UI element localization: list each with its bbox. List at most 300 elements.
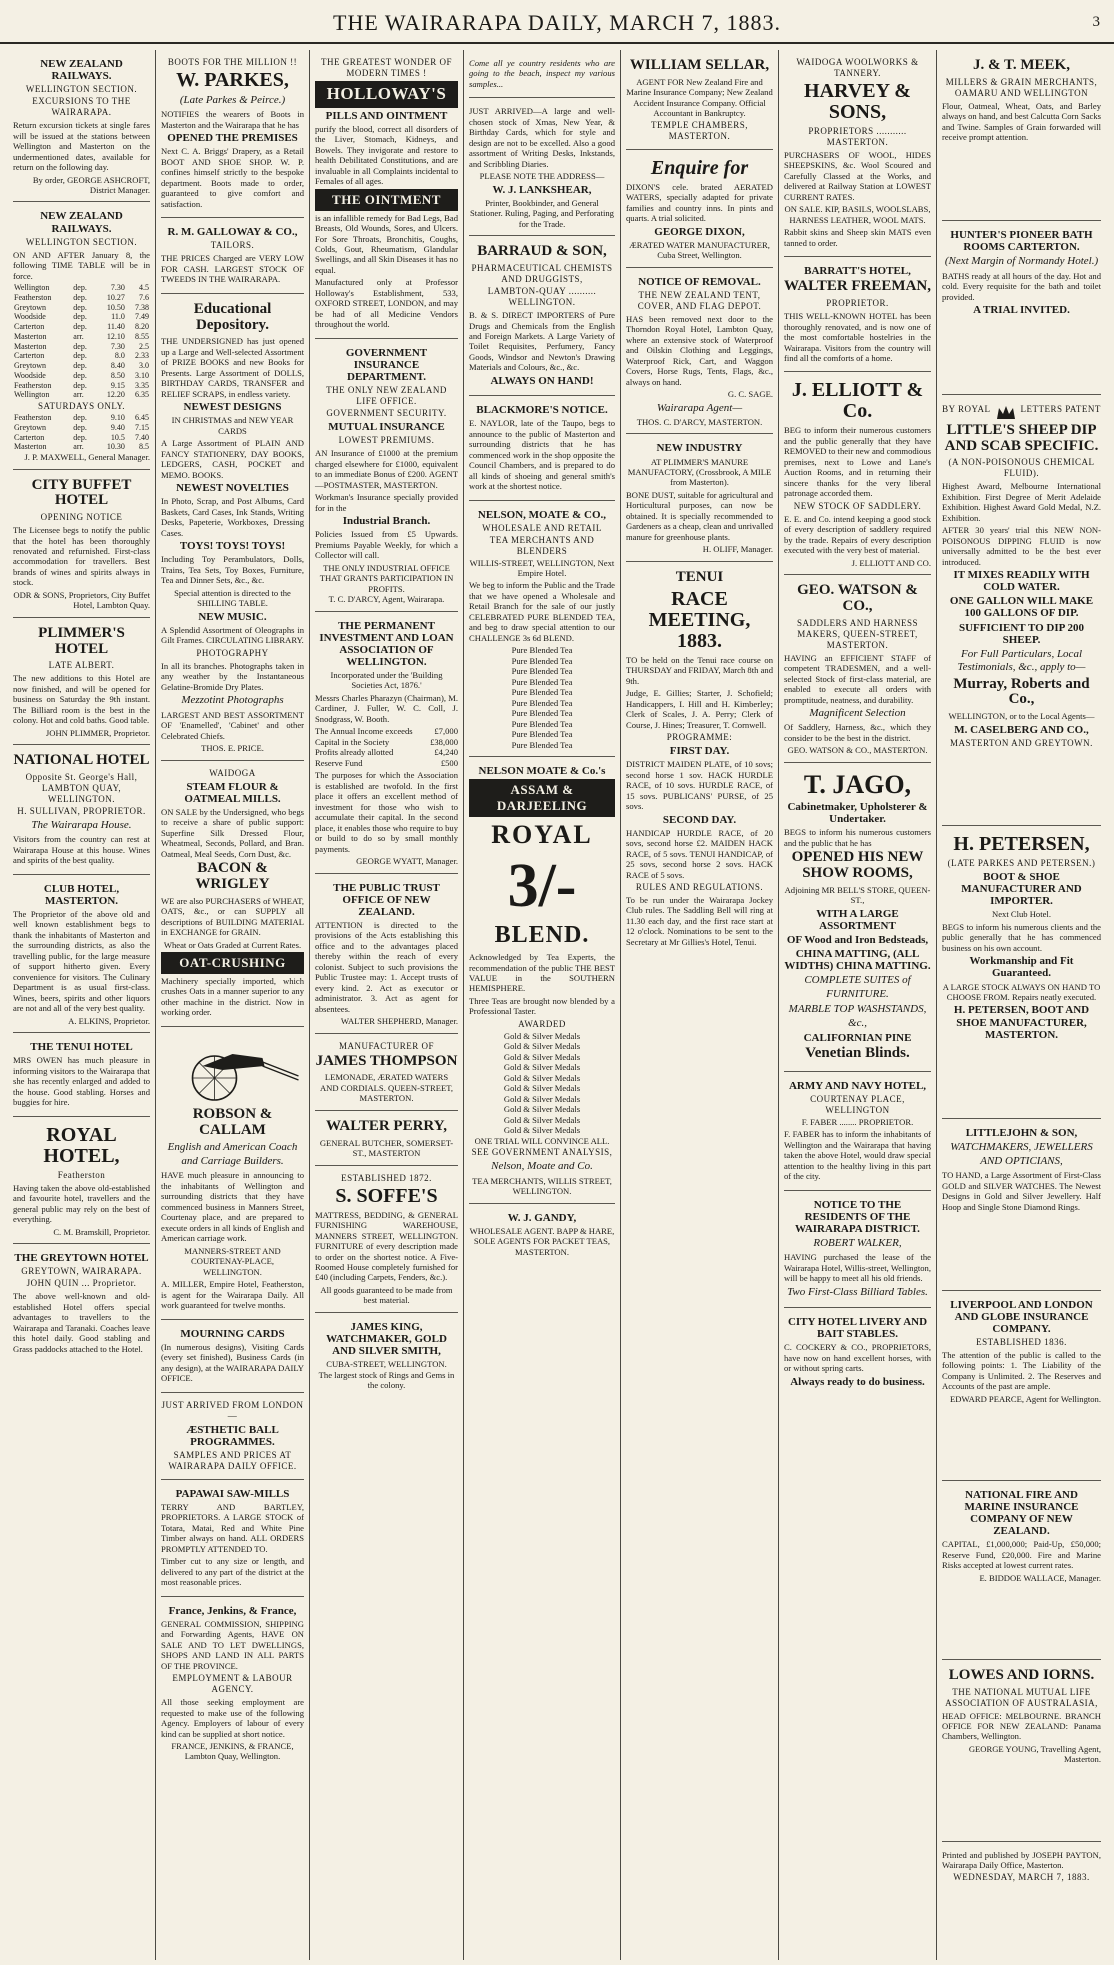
ad-title: NOTICE OF REMOVAL.: [638, 275, 761, 288]
ad-littles-sheep-dip: [942, 395, 1101, 826]
ad-subtitle: English and American Coach and Carriage Builders.: [167, 1141, 298, 1167]
ad-title: LIVERPOOL AND LONDON AND GLOBE INSURANCE COMPANY.: [950, 1298, 1093, 1335]
timetable-row: [13, 361, 150, 371]
ad-subtitle: LOWEST PREMIUMS.: [338, 435, 435, 446]
ad-signature: ODR & SONS, Proprietors, City Buffet Hotel, Lambton Quay.: [13, 589, 150, 611]
ad-body: E. E. and Co. intend keeping a good stock of every description of saddlery required by the trade. Repairs of every description executed with the very best of material.: [784, 513, 931, 556]
column-6: [779, 50, 937, 1960]
column-2: [156, 50, 310, 1960]
ad-body: HAVE much pleasure in announcing to the inhabitants of Wellington and surrounding districts that they have commenced business in Manners Street, Courtenay place, and are prepared to execute orders in all kinds of English and American carriage work.: [161, 1170, 304, 1244]
carriage-illustration: [161, 1036, 304, 1104]
ad-lankshear: [469, 98, 615, 236]
timetable-cell: 3.10: [135, 370, 149, 380]
figure-row: [315, 747, 458, 757]
crown-icon: [995, 403, 1017, 421]
ad-body: TO be held on the Tenui race course on THURSDAY and FRIDAY, March 8th and 9th.: [626, 654, 773, 686]
timetable-row: [13, 433, 150, 443]
ad-hunters-baths: [942, 221, 1101, 395]
ad-body: The new additions to this Hotel are now finished, and will be opened for business on Saturday the 9th instant. The Billiard room is the best in the colony. Hot and cold baths. Good table.: [13, 673, 150, 726]
ad-liverpool-insurance: [942, 1291, 1101, 1481]
ad-subtitle: Printer, Bookbinder, and General Stationer. Ruling, Paging, and Perforating for the Trade.: [470, 197, 614, 229]
ad-title: W. J. LANKSHEAR,: [492, 183, 592, 196]
timetable-cell: 2.33: [135, 351, 149, 361]
timetable-cell: Masterton: [14, 442, 47, 452]
ad-body: GENERAL COMMISSION, SHIPPING and Forwarding Agents, HAVE ON SALE AND TO LET DWELLINGS, SHOPS AND LAND IN ALL PARTS OF THE PROVINCE.: [161, 1618, 304, 1671]
timetable-cell: Wellington: [14, 283, 50, 293]
ad-harvey-sons: [784, 50, 931, 257]
figure-row: [315, 758, 458, 768]
timetable-cell: dep.: [73, 312, 87, 322]
ad-tenui-hotel: [13, 1033, 150, 1117]
ad-body: ON SALE by the Undersigned, who begs to receive a share of public support: Superfine Silk Dressed Flour, Wheatmeal, Seconds, Pollard, and Bran. Oatmeal, Meal Seeds, Corn Dust, &c.: [161, 806, 304, 859]
figures-list: [315, 726, 458, 768]
ad-national-hotel: [13, 745, 150, 874]
timetable-cell: 12.20: [106, 390, 125, 400]
ad-title: W. J. GANDY,: [507, 1211, 577, 1224]
ad-signature: J. ELLIOTT AND CO.: [851, 557, 931, 568]
timetable-row: [13, 332, 150, 342]
ad-body: Highest Award, Melbourne International Exhibition. First Degree of Merit Adelaide Exhibition. Highest Award Gold Medal, N.Z. Exhibition.: [942, 481, 1101, 523]
ad-subtitle: THE ONLY NEW ZEALAND LIFE OFFICE.: [326, 385, 447, 407]
ad-body: THIS WELL-KNOWN HOTEL has been thoroughly renovated, and is now one of the most comfortable hostelries in the Wairarapa. Visitors from the country will find all the comforts of a home.: [784, 311, 931, 363]
ad-highlight: NEWEST NOVELTIES: [176, 482, 289, 495]
ad-club-hotel: [13, 875, 150, 1034]
ad-body: TO HAND, a Large Assortment of First-Class GOLD and SILVER WATCHES. The Newest Designs in Gold and Silver Jewellery. Half Hoop and Single Stone Diamond Rings.: [942, 1170, 1101, 1212]
figure-row: [315, 737, 458, 747]
ad-highlight: IT MIXES READILY WITH COLD WATER.: [953, 569, 1090, 594]
figure-label: Reserve Fund: [315, 757, 363, 768]
ad-body: THE PRICES Charged are VERY LOW FOR CASH. LARGEST STOCK OF TWEEDS IN THE WAIRARAPA.: [161, 253, 304, 285]
ad-city-livery: [784, 1308, 931, 1396]
ad-highlight: NEWEST DESIGNS: [183, 401, 282, 414]
timetable-cell: 9.15: [110, 380, 125, 390]
timetable-row: [13, 381, 150, 391]
timetable-cell: Greytown: [14, 361, 46, 371]
ad-title: LITTLEJOHN & SON,: [965, 1127, 1078, 1140]
ad-body: A LARGE STOCK ALWAYS ON HAND TO CHOOSE FROM. Repairs neatly executed.: [942, 981, 1101, 1002]
ad-title: CITY HOTEL LIVERY AND BAIT STABLES.: [787, 1316, 928, 1341]
ad-subtitle: WHOLESALE AND RETAIL: [482, 522, 602, 533]
ad-body: B. & S. DIRECT IMPORTERS of Pure Drugs and Chemicals from the English and Foreign Markets. A Large Variety of Toilet Requisites, Perfumery, Fancy Goods, Windsor and Newton's Drawing Materials and Colours, &c., &c.: [469, 310, 615, 373]
ad-robson-callam: [161, 1027, 304, 1320]
ad-body: BEGS to inform his numerous clients and the public generally that he has commenced business on his own account.: [942, 921, 1101, 953]
ad-body: All those seeking employment are requested to make use of the following Agency. Employers of labour of every kind can be supplied at short notice.: [161, 1697, 304, 1739]
ad-body: WHOLESALE AGENT. BAPP & HARE, SOLE AGENTS FOR PACKET TEAS, MASTERTON.: [469, 1225, 615, 1257]
ad-meek: [942, 50, 1101, 221]
timetable-cell: dep.: [73, 370, 87, 380]
tea-item: Pure Blended Tea: [511, 645, 573, 656]
figure-value: £7,000: [434, 726, 458, 737]
ad-title: LITTLE'S SHEEP DIP AND SCAB SPECIFIC.: [944, 421, 1099, 454]
ad-body: BEG to inform their numerous customers and the public generally that they have REMOVED to their new and commodious premises, next to Lowe and Lane's Auction Rooms, and in returning their sincere thanks for the very liberal patronage accorded them.: [784, 425, 931, 499]
ad-royal-blend: [469, 757, 615, 1203]
ad-body: ON SALE. KIP, BASILS, WOOLSLABS, HARNESS LEATHER, WOOL MATS.: [784, 204, 931, 225]
column-4: [464, 50, 621, 1960]
ad-subtitle: WILLIS-STREET, WELLINGTON, Next Empire Hotel.: [469, 557, 615, 578]
ad-body: HAS been removed next door to the Thorndon Royal Hotel, Lambton Quay, where an extensive stock of Waterproof and Oilskin Clothing and Leggings, Waterproof Rick, Cart, and Waggon Covers, Horse Rugs, Tents, Flags, &c., always on hand.: [626, 313, 773, 387]
ad-agent: M. CASELBERG AND CO.,: [954, 723, 1089, 736]
ad-body: The Licensee begs to notify the public that the hotel has been thoroughly renovated and refurnished. First-class accommodation for travellers. Best brands of wines and spirits always in stock.: [13, 525, 150, 588]
ad-body: We beg to inform the Public and the Trade that we have opened a Wholesale and Retail Branch for the sale of our justly CELEBRATED PURE BLENDED TEA, and beg to draw special attention to our CHALLENGE 3s 6d BLEND.: [469, 580, 615, 643]
ad-signature: E. BIDDOE WALLACE, Manager.: [979, 1572, 1101, 1583]
ad-walter-perry: [315, 1111, 458, 1166]
timetable-cell: 7.30: [110, 341, 125, 351]
ad-highlight: OF Wood and Iron Bedsteads,: [786, 934, 929, 947]
ad-subtitle: WELLINGTON SECTION.: [25, 84, 138, 95]
ad-geo-watson: [784, 575, 931, 763]
ad-soffe: [315, 1166, 458, 1313]
ad-subtitle: OPENING NOTICE: [40, 512, 123, 523]
ad-body: The purposes for which the Association is established are twofold. In the first place it offers an excellent method of investment for those who wish to accumulate their capital. In the second place, it enables those who require to buy or build to do so by small monthly payments.: [315, 770, 458, 854]
ad-body: To be run under the Wairarapa Jockey Club rules. The Saddling Bell will ring at 11.30 each day, and the first race start at 12 o'clock. Nominations to be sent to the Secretary at Mr Gillies's Hotel, Tenui.: [626, 894, 773, 947]
ad-title: CITY BUFFET HOTEL: [31, 476, 132, 509]
ad-title: NEW INDUSTRY: [656, 442, 743, 455]
ad-barraud-son: [469, 236, 615, 396]
ad-subtitle: LAMBTON-QUAY .......... WELLINGTON.: [487, 286, 597, 308]
figure-value: £38,000: [430, 736, 458, 747]
ad-title: PLIMMER'S HOTEL: [38, 624, 125, 657]
ad-body: Come all ye country residents who are going to the beach, inspect my various samples...: [469, 58, 615, 89]
figure-value: £4,240: [434, 747, 458, 758]
ad-body: BONE DUST, suitable for agricultural and Horticultural purposes, can now be obtained. It is specially recommended to Gardeners as a cheap, clean and unrivalled manure for greenhouse plants.: [626, 489, 773, 542]
timetable-cell: dep.: [73, 341, 87, 351]
blend-headline: BLEND.: [494, 921, 590, 948]
tea-item: Pure Blended Tea: [511, 687, 573, 698]
ad-title: ARMY AND NAVY HOTEL,: [788, 1079, 927, 1092]
ad-nelson-moate: [469, 501, 615, 758]
ad-title: THE PUBLIC TRUST OFFICE OF NEW ZEALAND.: [333, 881, 440, 918]
ad-note: Manufactured only at Professor Holloway's Establishment, 533, OXFORD STREET, LONDON, and may be had of all Medicine Vendors throughout the world.: [315, 277, 458, 330]
ad-subtitle: PHARMACEUTICAL CHEMISTS AND DRUGGISTS,: [471, 263, 613, 285]
timetable-cell: 9.10: [110, 413, 125, 423]
ad-banner: OAT-CRUSHING: [161, 952, 304, 974]
medal-list: [469, 1031, 615, 1136]
newspaper-title: THE WAIRARAPA DAILY, MARCH 7, 1883.: [333, 10, 781, 35]
ad-title: NELSON MOATE & Co.'s: [478, 765, 606, 778]
timetable-cell: 7.49: [135, 312, 149, 322]
timetable-cell: Featherston: [14, 292, 52, 302]
ad-subtitle: WELLINGTON, or to the Local Agents—: [948, 711, 1095, 722]
ad-kicker: ESTABLISHED 1872.: [341, 1172, 432, 1183]
ad-highlight: TOYS! TOYS! TOYS!: [179, 540, 286, 553]
ad-body: The attention of the public is called to the following points: 1. The Liability of the Company is Unlimited. 2. The Reserves and Accounts of the past are ample.: [942, 1349, 1101, 1392]
ad-body: Timber cut to any size or length, and delivered to any part of the district at the most reasonable prices.: [161, 1556, 304, 1588]
timetable-cell: Masterton: [14, 331, 47, 341]
ad-body: Three Teas are brought now blended by a Professional Taster.: [469, 995, 615, 1017]
ad-body: JUST ARRIVED—A large and well-chosen stock of Xmas, New Year, & Birthday Cards, which for style and design are not to be excelled. Also a good assortment of Writing Desks, Inkstands, and Scribbling Diaries.: [469, 106, 615, 169]
ad-kicker: JUST ARRIVED FROM LONDON—: [161, 1399, 304, 1421]
ad-littlejohn: [942, 1119, 1101, 1290]
ad-banner: HOLLOWAY'S: [315, 81, 458, 108]
ad-body: Workman's Insurance specially provided for in the: [315, 492, 458, 513]
ad-tenui-races: [626, 562, 773, 956]
ad-subtitle: PHOTOGRAPHY: [196, 647, 269, 658]
ad-title: HUNTER'S PIONEER BATH ROOMS CARTERTON.: [950, 229, 1093, 254]
timetable-cell: dep.: [73, 432, 87, 442]
ad-subtitle: TEA MERCHANTS, WILLIS STREET, WELLINGTON.: [472, 1175, 612, 1197]
ad-body: HAVING purchased the lease of the Wairarapa Hotel, Willis-street, Wellington, will be happy to meet all his old friends.: [784, 1252, 931, 1284]
timetable-cell: dep.: [73, 322, 87, 332]
ad-signature: H. PETERSEN, BOOT AND SHOE MANUFACTURER, MASTERTON.: [953, 1004, 1090, 1041]
ad-signature: JOHN PLIMMER, Proprietor.: [45, 727, 150, 738]
ad-subtitle: Opposite St. George's Hall, LAMBTON QUAY, WELLINGTON.: [25, 772, 138, 804]
ad-signature: A. ELKINS, Proprietor.: [68, 1015, 150, 1026]
timetable-cell: 8.50: [110, 370, 125, 380]
ad-title: JAMES THOMPSON: [315, 1052, 458, 1069]
ad-body: WE are also PURCHASERS of WHEAT, OATS, &c., or can SUPPLY all descriptions of BUILDING MATERIAL in EXCHANGE for GRAIN.: [161, 895, 304, 938]
ad-kicker: BOOTS FOR THE MILLION !!: [167, 57, 298, 67]
ad-holloways: [315, 50, 458, 339]
timetable-cell: Carterton: [14, 322, 45, 332]
ad-body: ATTENTION is directed to the provisions of the Acts establishing this office and to the advantages placed thereby within the reach of every colonist. Subject to such provisions the Public Trustee may: 1. Accept trusts of every kind. 2. Act as executor or administrator. 3. Act as agent for absentees.: [315, 919, 458, 1014]
ad-subtitle: PILLS AND OINTMENT: [325, 109, 448, 122]
ad-public-trust: [315, 874, 458, 1034]
tea-item: Pure Blended Tea: [511, 655, 573, 666]
ad-body: F. FABER has to inform the inhabitants of Wellington and the Wairarapa that having taken the above Hotel, would draw special attention to the healthy living in this part of the city.: [784, 1129, 931, 1182]
ad-note: Wheat or Oats Graded at Current Rates.: [163, 939, 302, 950]
ad-note: Special attention is directed to the SHILLING TABLE.: [174, 587, 291, 609]
ad-title: R. M. GALLOWAY & CO.,: [167, 226, 298, 239]
ad-body: CAPITAL, £1,000,000; Paid-Up, £50,000; Reserve Fund, £20,000. Fire and Marine Risks accepted at lowest current rates.: [942, 1539, 1101, 1571]
ad-highlight: Wairarapa Agent—: [656, 401, 743, 414]
ad-ball-programmes: [161, 1393, 304, 1480]
ad-signature: WALTER SHEPHERD, Manager.: [340, 1016, 458, 1027]
timetable-cell: dep.: [73, 422, 87, 432]
ad-galloway-tailors: [161, 218, 304, 294]
ad-highlight: Magnificent Selection: [809, 707, 906, 720]
ad-subtitle: MILLERS & GRAIN MERCHANTS, OAMARU AND WELLINGTON: [945, 76, 1098, 98]
timetable-cell: Carterton: [14, 351, 45, 361]
timetable-cell: Greytown: [14, 302, 46, 312]
ad-body: Of Saddlery, Harness, &c., which they consider to be the best in the district.: [784, 722, 931, 743]
ad-title: France, Jenkins, & France,: [168, 1604, 297, 1617]
timetable-cell: dep.: [73, 302, 87, 312]
tea-item: Pure Blended Tea: [511, 676, 573, 687]
timetable-cell: 7.30: [110, 283, 125, 293]
timetable-row: [13, 442, 150, 452]
ad-highlight: Venetian Blinds.: [805, 1045, 910, 1062]
ad-title: ROBSON & CALLAM: [192, 1105, 273, 1138]
ad-notice-of-removal: [626, 268, 773, 435]
ad-body: A. MILLER, Empire Hotel, Featherston, is agent for the Wairarapa Daily. All work guaranteed for twelve months.: [161, 1279, 304, 1311]
ad-subtitle: GENERAL BUTCHER, SOMERSET-ST., MASTERTON: [319, 1137, 454, 1159]
ad-royal-hotel: [13, 1117, 150, 1244]
ad-title: J. ELLIOTT & Co.: [791, 379, 924, 423]
medal-item: Gold & Silver Medals: [503, 1093, 581, 1104]
tea-item: Pure Blended Tea: [511, 666, 573, 677]
ad-subtitle: (Next Margin of Normandy Hotel.): [944, 255, 1099, 268]
ad-title: NEW ZEALAND RAILWAYS.: [40, 210, 123, 235]
price-headline: 3/-: [507, 851, 577, 920]
timetable-cell: 7.40: [135, 432, 149, 442]
ad-title: THE TENUI HOTEL: [30, 1041, 133, 1054]
ad-body: In all its branches. Photographs taken in any weather by the Instantaneous Gelatine-Bromide Dry Plates.: [161, 660, 304, 692]
timetable-cell: 4.5: [139, 283, 149, 293]
ad-subtitle: RULES AND REGULATIONS.: [635, 882, 764, 893]
ad-title: BARRAUD & SON,: [477, 243, 607, 260]
medal-item: Gold & Silver Medals: [503, 1125, 581, 1136]
ad-highlight: CHINA MATTING, (ALL WIDTHS) CHINA MATTING.: [784, 948, 931, 973]
timetable-cell: 9.40: [110, 422, 125, 432]
ad-body: The above well-known and old-established Hotel offers special advantages to travellers to the Wairarapa and Taranaki. Coaches leave this hotel daily. Good stabling and Grass paddocks attached to the Hotel.: [13, 1291, 150, 1354]
ad-subtitle: NEW STOCK OF SADDLERY.: [793, 500, 922, 511]
timetable-cell: 10.50: [106, 302, 125, 312]
timetable-row: [13, 413, 150, 423]
ad-title: RACE MEETING, 1883.: [648, 587, 751, 652]
medal-item: Gold & Silver Medals: [503, 1041, 581, 1052]
column-1: [8, 50, 156, 1960]
ad-subtitle: TEMPLE CHAMBERS, MASTERTON.: [650, 119, 748, 141]
ad-subtitle: EMPLOYMENT & LABOUR AGENCY.: [172, 1673, 293, 1695]
ad-papawai-sawmills: [161, 1480, 304, 1597]
imprint-date: WEDNESDAY, MARCH 7, 1883.: [953, 1872, 1090, 1883]
ad-body: Flour, Oatmeal, Wheat, Oats, and Barley always on hand, and best Calcutta Corn Sacks and Twine. Samples of Grain forwarded will receive prompt attention.: [942, 100, 1101, 143]
ad-subtitle: EXCURSIONS TO THE WAIRARAPA.: [32, 96, 131, 118]
ad-signature: C. M. Bramskill, Proprietor.: [53, 1226, 150, 1237]
timetable-cell: dep.: [73, 283, 87, 293]
ad-greytown-hotel: [13, 1244, 150, 1362]
timetable-cell: 11.0: [111, 312, 125, 322]
ad-note: ONE TRIAL WILL CONVINCE ALL.: [474, 1135, 610, 1146]
ad-title: NELSON, MOATE & CO.,: [477, 508, 607, 521]
ad-body: Visitors from the country can rest at Wairarapa House at this house. Wines and spirits of the best quality.: [13, 834, 150, 866]
ad-proprietor: JOHN QUIN ... Proprietor.: [26, 1278, 137, 1289]
columns: [8, 50, 1106, 1960]
ad-body: THE UNDERSIGNED has just opened up a Large and Well-selected Assortment of PRIZE BOOKS and new Books for Presents. Large Assortment of DOLLS, BIRTHDAY CARDS, TRANSFER and RELIEF SCRAPS, in endless variety.: [161, 336, 304, 399]
ad-highlight: OPENED THE PREMISES: [167, 132, 298, 145]
ad-petersen: [942, 826, 1101, 1119]
timetable-row: [13, 312, 150, 322]
ad-body: LEMONADE, ÆRATED WATERS AND CORDIALS. QUEEN-STREET, MASTERTON.: [319, 1072, 454, 1104]
ad-body: (In numerous designs), Visiting Cards (every set finished), Business Cards (in any design), at the WAIRARAPA DAILY OFFICE.: [161, 1341, 304, 1384]
ad-subtitle: THE NEW ZEALAND TENT, COVER, AND FLAG DEPOT.: [637, 289, 762, 311]
timetable-row: [13, 423, 150, 433]
timetable-cell: 6.45: [135, 413, 149, 423]
timetable-cell: 8.20: [135, 322, 149, 332]
ad-highlight: Always ready to do business.: [790, 1375, 925, 1388]
ad-subtitle: BOOT & SHOE MANUFACTURER AND IMPORTER.: [961, 871, 1082, 908]
patent-badge: LETTERS PATENT: [1020, 403, 1101, 414]
ad-title: S. SOFFE'S: [335, 1184, 438, 1207]
ad-title: GOVERNMENT INSURANCE DEPARTMENT.: [345, 346, 428, 384]
timetable-row: [13, 390, 150, 400]
ad-title: T. JAGO,: [803, 769, 912, 799]
ad-note: PLEASE NOTE THE ADDRESS—: [479, 171, 605, 182]
ad-title: NATIONAL HOTEL: [13, 752, 150, 769]
ad-title: PAPAWAI SAW-MILLS: [175, 1487, 290, 1500]
page-number: 3: [1092, 14, 1100, 30]
ad-title: TENUI: [675, 568, 724, 585]
timetable-cell: 7.15: [135, 422, 149, 432]
timetable-row: [13, 293, 150, 303]
figure-value: £500: [440, 757, 458, 768]
ad-title: The Wairarapa House.: [31, 818, 132, 831]
ad-body: In Photo, Scrap, and Post Albums, Card Baskets, Card Cases, Ink Stands, Writing Desks, Papeterie, Workboxes, Dressing Cases.: [161, 496, 304, 538]
timetable-cell: Masterton: [14, 341, 47, 351]
ad-title: W. PARKES,: [176, 68, 289, 91]
timetable-cell: dep.: [73, 361, 87, 371]
ad-william-sellar: [626, 50, 773, 150]
ad-highlight: Two First-Class Billiard Tables.: [787, 1285, 928, 1298]
ad-title: WILLIAM SELLAR,: [629, 57, 770, 73]
timetable-cell: dep.: [73, 413, 87, 423]
ad-subtitle: Next Club Hotel.: [992, 909, 1051, 920]
ad-waidoga-mills: [161, 761, 304, 1027]
ad-rail-excursions: [13, 50, 150, 202]
ad-body: HEAD OFFICE: MELBOURNE. BRANCH OFFICE FOR NEW ZEALAND: Panama Chambers, Wellington.: [942, 1710, 1101, 1742]
timetable-cell: 10.5: [110, 432, 125, 442]
ad-banner: ASSAM & DARJEELING: [469, 779, 615, 817]
timetable-cell: 6.35: [135, 390, 149, 400]
ad-verse: [469, 50, 615, 98]
ad-subtitle: Cabinetmaker, Upholsterer & Undertaker.: [787, 801, 928, 826]
ad-subtitle: PROGRAMME:: [666, 732, 733, 743]
timetable-cell: dep.: [73, 292, 87, 302]
ad-title: JAMES KING, WATCHMAKER, GOLD AND SILVER SMITH,: [326, 1320, 447, 1358]
ad-signature: Nelson, Moate and Co.: [491, 1160, 593, 1173]
ad-body: Return excursion tickets at single fares will be issued at the stations between Wellington and Masterton on the undermentioned dates, available for return on the following day.: [13, 120, 150, 173]
timetable-row: [13, 342, 150, 352]
tea-item: Pure Blended Tea: [511, 729, 573, 740]
ad-subtitle: SADDLERS AND HARNESS MAKERS, QUEEN-STREET, MASTERTON.: [796, 617, 919, 650]
column-3: [310, 50, 464, 1960]
ad-note: For Full Particulars, Local Testimonials, &c., apply to—: [957, 647, 1086, 674]
ad-body: The Proprietor of the above old and well known establishment begs to thank the inhabitants of Masterton and the surrounding districts, as also the travelling public, for the large measure of support hitherto given. Every convenience for visitors. The Culinary Department is as usual first-class. Wines, beers, spirits and other liquors are not and all of the very best quality.: [13, 908, 150, 1014]
ad-subtitle: Adjoining MR BELL'S STORE, QUEEN-ST.,: [784, 884, 931, 906]
ad-body: BEGS to inform his numerous customers and the public that he has: [784, 827, 931, 848]
ad-educational-depository: [161, 294, 304, 761]
ad-body: PURCHASERS OF WOOL, HIDES SHEEPSKINS, &c. Wool Scoured and Carefully Classed at the Works, and delivered at Railway Station at LOWEST CURRENT RATES.: [784, 149, 931, 202]
ad-title: MOURNING CARDS: [180, 1327, 285, 1340]
ad-highlight: COMPLETE SUITES of FURNITURE.: [804, 974, 911, 1000]
timetable-cell: Woodside: [14, 312, 46, 322]
ad-dixon-waters: [626, 150, 773, 268]
timetable-cell: 8.0: [114, 351, 125, 361]
ad-title: ROYAL HOTEL,: [43, 1123, 120, 1167]
ad-france-jenkins: [161, 1597, 304, 1768]
ad-title: THE GREYTOWN HOTEL: [14, 1252, 149, 1265]
ad-subtitle: THE NATIONAL MUTUAL LIFE ASSOCIATION OF AUSTRALASIA,: [945, 1686, 1098, 1708]
ad-subtitle: SATURDAYS ONLY.: [37, 401, 126, 412]
timetable-saturday: [13, 413, 150, 452]
column-5: [621, 50, 779, 1960]
ad-subtitle: TEA MERCHANTS AND BLENDERS: [489, 534, 595, 556]
timetable-cell: 2.5: [139, 341, 149, 351]
ad-government-insurance: [315, 339, 458, 612]
medal-item: Gold & Silver Medals: [503, 1114, 581, 1125]
tea-item: Pure Blended Tea: [511, 708, 573, 719]
ad-subtitle: WELLINGTON SECTION.: [25, 236, 138, 247]
ad-highlight: MUTUAL INSURANCE: [328, 421, 445, 434]
ad-highlight: Industrial Branch.: [342, 515, 431, 528]
ad-subtitle: PROPRIETOR.: [826, 298, 889, 309]
ad-permanent-investment: [315, 612, 458, 874]
ad-subtitle: AT PLIMMER'S MANURE MANUFACTORY, (Crossbrook, A MILE from Masterton).: [627, 456, 772, 488]
ad-body: LARGEST AND BEST ASSORTMENT OF 'Enamelled', 'Cabinet' and other Celebrated Chiefs.: [161, 709, 304, 741]
ad-city-buffet-hotel: [13, 470, 150, 618]
patent-badges: [942, 403, 1101, 421]
ad-title: BARRATT'S HOTEL,: [804, 265, 911, 278]
ad-body: AFTER 30 years' trial this NEW NON-POISONOUS DIPPING FLUID is now universally admitted to be the best ever introduced.: [942, 525, 1101, 567]
ad-body: MATTRESS, BEDDING, & GENERAL FURNISHING WAREHOUSE, MANNERS STREET, WELLINGTON. FURNITURE of every description made to order on the shortest notice. A Five-Roomed House completely furnished for £40 (including Carpets, Fenders, &c.).: [315, 1209, 458, 1283]
ad-national-fire: [942, 1481, 1101, 1660]
tea-list: [469, 645, 615, 750]
ad-title: BACON & WRIGLEY: [195, 860, 270, 892]
timetable-row: [13, 303, 150, 313]
ad-highlight: Workmanship and Fit Guaranteed.: [969, 955, 1074, 980]
ad-title: WALTER PERRY,: [326, 1117, 447, 1134]
ad-subtitle: COURTENAY PLACE, WELLINGTON: [810, 1093, 905, 1115]
